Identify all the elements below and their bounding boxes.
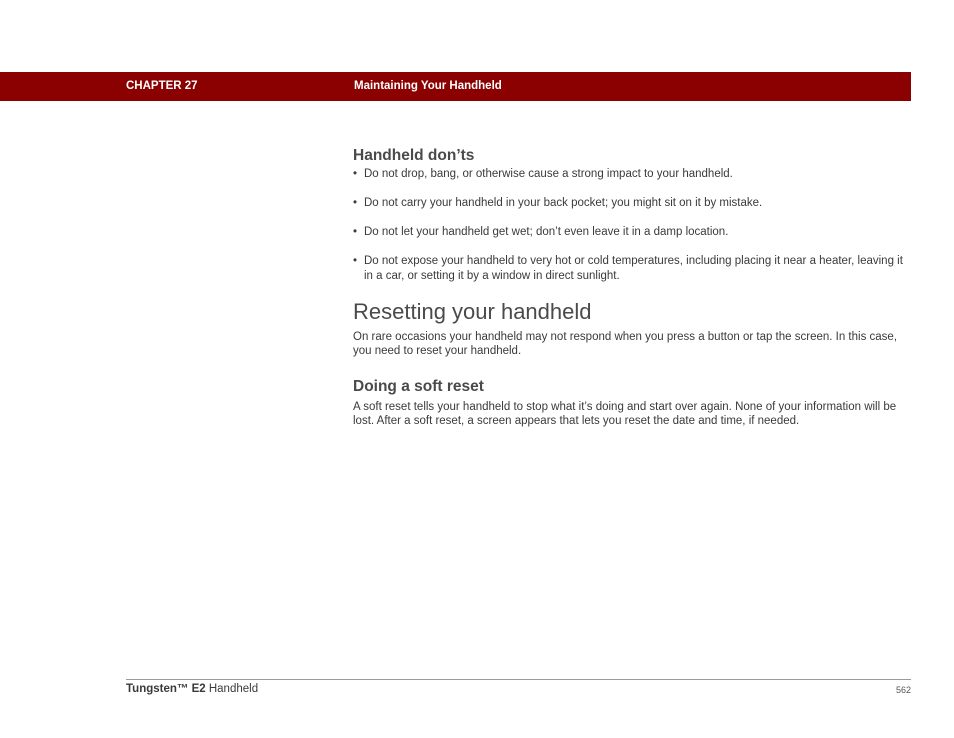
footer-product-name: Tungsten™ E2: [126, 683, 206, 695]
list-item: [353, 254, 911, 283]
list-item: [353, 167, 911, 182]
donts-list: [353, 167, 911, 283]
page-number: 562: [895, 685, 911, 695]
resetting-body: On rare occasions your handheld may not respond when you press a button or tap the screen. In this case, you need to reset your handheld.: [353, 330, 898, 357]
donts-heading: Handheld don’ts: [353, 147, 475, 164]
resetting-heading: Resetting your handheld: [353, 298, 592, 324]
list-item-text: Do not let your handheld get wet; don’t even leave it in a damp location.: [364, 226, 729, 238]
bullet-icon: •: [353, 197, 358, 209]
soft-reset-heading: Doing a soft reset: [353, 377, 484, 395]
bullet-icon: •: [353, 168, 358, 180]
footer-product-suffix: Handheld: [205, 683, 259, 695]
footer-divider: [126, 679, 911, 680]
page-content: [353, 146, 911, 429]
bullet-icon: •: [353, 255, 358, 267]
chapter-number: CHAPTER 27: [126, 80, 198, 92]
soft-reset-body: A soft reset tells your handheld to stop what it’s doing and start over again. None of your information will be lost. After a soft reset, a screen appears that lets you reset the date and time, if needed.: [353, 400, 897, 427]
list-item: [353, 196, 911, 211]
bullet-icon: •: [353, 226, 358, 238]
list-item: [353, 225, 911, 240]
footer-product: [126, 683, 258, 695]
list-item-text: Do not drop, bang, or otherwise cause a strong impact to your handheld.: [364, 168, 733, 180]
list-item-text: Do not expose your handheld to very hot or cold temperatures, including placing it near a heater, leaving it in a car, or setting it by a window in direct sunlight.: [364, 255, 903, 282]
chapter-title: Maintaining Your Handheld: [354, 80, 502, 92]
list-item-text: Do not carry your handheld in your back pocket; you might sit on it by mistake.: [364, 197, 763, 209]
